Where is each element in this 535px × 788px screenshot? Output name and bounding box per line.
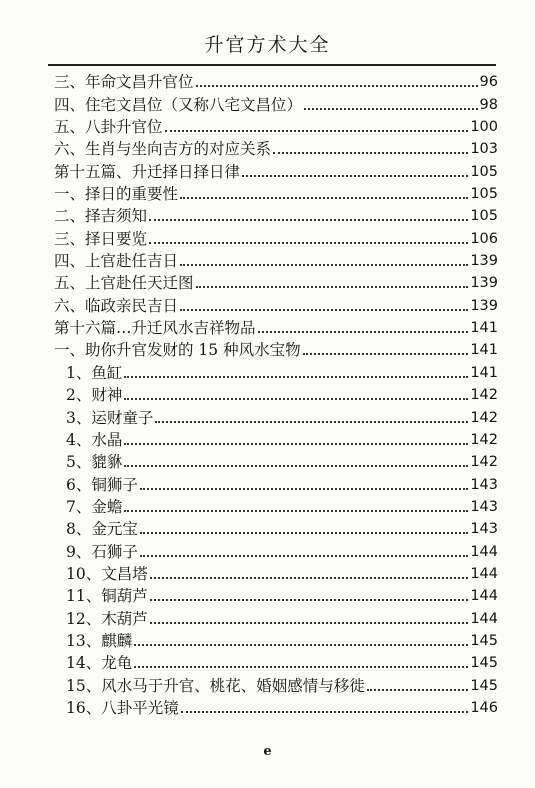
dot-leader bbox=[304, 107, 478, 110]
toc-entry bbox=[54, 360, 498, 382]
toc-entry bbox=[54, 405, 498, 427]
toc-entry-page-number: 139 bbox=[470, 297, 498, 314]
toc-entry-title: 六、生肖与坐向吉方的对应关系 bbox=[54, 140, 272, 159]
toc-entry-page-number: 144 bbox=[470, 565, 498, 582]
toc-entry-title: 五、上官赴任天迁图 bbox=[54, 274, 194, 293]
toc-entry-page-number: 144 bbox=[470, 610, 498, 627]
toc-entry-page-number: 142 bbox=[470, 431, 498, 448]
toc-entry bbox=[54, 472, 498, 494]
toc-entry-title: 12、木葫芦 bbox=[66, 609, 148, 628]
toc-entry-title: 5、貔貅 bbox=[66, 453, 123, 472]
dot-leader bbox=[134, 643, 468, 646]
dot-leader bbox=[134, 665, 468, 668]
dot-leader bbox=[124, 509, 468, 512]
toc-entry bbox=[54, 629, 498, 651]
toc-entry-page-number: 142 bbox=[470, 454, 498, 471]
table-of-contents bbox=[54, 70, 498, 718]
toc-entry bbox=[54, 606, 498, 628]
toc-entry bbox=[54, 673, 498, 695]
toc-entry-title: 一、择日的重要性 bbox=[54, 185, 179, 204]
toc-entry-title: 三、年命文昌升官位 bbox=[54, 73, 194, 92]
dot-leader bbox=[124, 375, 468, 378]
toc-entry-page-number: 141 bbox=[470, 320, 498, 337]
dot-leader bbox=[181, 710, 469, 713]
toc-entry-title: 11、铜葫芦 bbox=[66, 587, 148, 606]
toc-entry-title: 3、运财童子 bbox=[66, 408, 154, 427]
dot-leader bbox=[367, 688, 469, 691]
toc-entry bbox=[54, 249, 498, 271]
dot-leader bbox=[155, 420, 468, 423]
toc-entry bbox=[54, 450, 498, 472]
toc-entry bbox=[54, 226, 498, 248]
dot-leader bbox=[124, 397, 468, 400]
toc-entry bbox=[54, 584, 498, 606]
toc-entry bbox=[54, 495, 498, 517]
dot-leader bbox=[124, 442, 468, 445]
toc-entry-title: 6、铜狮子 bbox=[66, 475, 138, 494]
toc-entry-page-number: 142 bbox=[470, 387, 498, 404]
toc-entry-title: 四、住宅文昌位（又称八宅文昌位） bbox=[54, 95, 303, 114]
dot-leader bbox=[149, 241, 468, 244]
toc-entry-title: 10、文昌塔 bbox=[66, 564, 148, 583]
dot-leader bbox=[180, 196, 468, 199]
toc-entry bbox=[54, 539, 498, 561]
toc-entry-title: 7、金蟾 bbox=[66, 497, 123, 516]
dot-leader bbox=[273, 151, 468, 154]
toc-entry bbox=[54, 383, 498, 405]
toc-entry-page-number: 105 bbox=[470, 208, 498, 225]
toc-entry bbox=[54, 651, 498, 673]
toc-entry-page-number: 139 bbox=[470, 275, 498, 292]
toc-entry-page-number: 145 bbox=[470, 632, 498, 649]
toc-entry-page-number: 143 bbox=[470, 521, 498, 538]
toc-entry bbox=[54, 338, 498, 360]
toc-entry bbox=[54, 137, 498, 159]
toc-entry-title: 16、八卦平光镜 bbox=[66, 698, 179, 717]
dot-leader bbox=[150, 598, 469, 601]
page-header-title: 升官方术大全 bbox=[204, 34, 331, 56]
toc-entry bbox=[54, 92, 498, 114]
dot-leader bbox=[150, 576, 469, 579]
toc-entry-page-number: 141 bbox=[470, 364, 498, 381]
toc-entry-page-number: 145 bbox=[470, 655, 498, 672]
dot-leader bbox=[150, 621, 469, 624]
toc-entry-page-number: 141 bbox=[470, 342, 498, 359]
toc-entry-title: 第十六篇…升迁风水吉祥物品 bbox=[54, 319, 256, 338]
toc-entry-title: 13、麒麟 bbox=[66, 631, 133, 650]
dot-leader bbox=[180, 308, 468, 311]
toc-entry-page-number: 96 bbox=[479, 74, 498, 91]
dot-leader bbox=[149, 218, 468, 221]
dot-leader bbox=[140, 531, 468, 534]
dot-leader bbox=[140, 554, 468, 557]
toc-entry-title: 四、上官赴任吉日 bbox=[54, 252, 179, 271]
toc-entry bbox=[54, 115, 498, 137]
toc-entry-title: 三、择日要览 bbox=[54, 229, 148, 248]
toc-entry-title: 2、财神 bbox=[66, 386, 123, 405]
toc-entry bbox=[54, 316, 498, 338]
toc-entry-page-number: 139 bbox=[470, 253, 498, 270]
toc-entry bbox=[54, 562, 498, 584]
toc-entry-title: 1、鱼缸 bbox=[66, 363, 123, 382]
toc-entry-page-number: 100 bbox=[470, 119, 498, 136]
toc-entry bbox=[54, 517, 498, 539]
toc-entry bbox=[54, 271, 498, 293]
dot-leader bbox=[180, 263, 468, 266]
toc-entry-title: 二、择吉须知 bbox=[54, 207, 148, 226]
header-rule bbox=[48, 64, 496, 66]
dot-leader bbox=[196, 285, 469, 288]
toc-entry bbox=[54, 204, 498, 226]
dot-leader bbox=[124, 464, 468, 467]
toc-entry-title: 第十五篇、升迁择日择日律 bbox=[54, 162, 241, 181]
toc-entry-page-number: 105 bbox=[470, 163, 498, 180]
toc-entry bbox=[54, 293, 498, 315]
toc-entry-page-number: 105 bbox=[470, 186, 498, 203]
toc-entry-title: 五、八卦升官位 bbox=[54, 118, 163, 137]
toc-entry bbox=[54, 428, 498, 450]
toc-entry-page-number: 98 bbox=[479, 96, 498, 113]
toc-entry-title: 一、助你升官发财的 15 种风水宝物 bbox=[54, 341, 301, 360]
toc-entry-page-number: 103 bbox=[470, 141, 498, 158]
toc-entry bbox=[54, 159, 498, 181]
toc-entry-page-number: 146 bbox=[470, 699, 498, 716]
toc-entry-page-number: 143 bbox=[470, 476, 498, 493]
toc-entry-page-number: 144 bbox=[470, 543, 498, 560]
toc-entry-title: 9、石狮子 bbox=[66, 542, 138, 561]
dot-leader bbox=[140, 487, 468, 490]
toc-entry-title: 4、水晶 bbox=[66, 430, 123, 449]
toc-entry-page-number: 142 bbox=[470, 409, 498, 426]
toc-entry-title: 15、风水马于升官、桃花、婚姻感情与移徙 bbox=[66, 676, 365, 695]
dot-leader bbox=[196, 84, 478, 87]
dot-leader bbox=[165, 129, 469, 132]
toc-entry-title: 14、龙龟 bbox=[66, 654, 133, 673]
dot-leader bbox=[258, 330, 469, 333]
page-number-footer: e bbox=[263, 744, 272, 759]
toc-entry-page-number: 143 bbox=[470, 498, 498, 515]
toc-entry-title: 六、临政亲民吉日 bbox=[54, 296, 179, 315]
dot-leader bbox=[242, 174, 468, 177]
toc-entry-page-number: 145 bbox=[470, 677, 498, 694]
toc-entry-page-number: 144 bbox=[470, 588, 498, 605]
toc-entry bbox=[54, 696, 498, 718]
dot-leader bbox=[303, 352, 469, 355]
toc-entry-page-number: 106 bbox=[470, 230, 498, 247]
toc-entry bbox=[54, 182, 498, 204]
toc-entry-title: 8、金元宝 bbox=[66, 520, 138, 539]
toc-entry bbox=[54, 70, 498, 92]
